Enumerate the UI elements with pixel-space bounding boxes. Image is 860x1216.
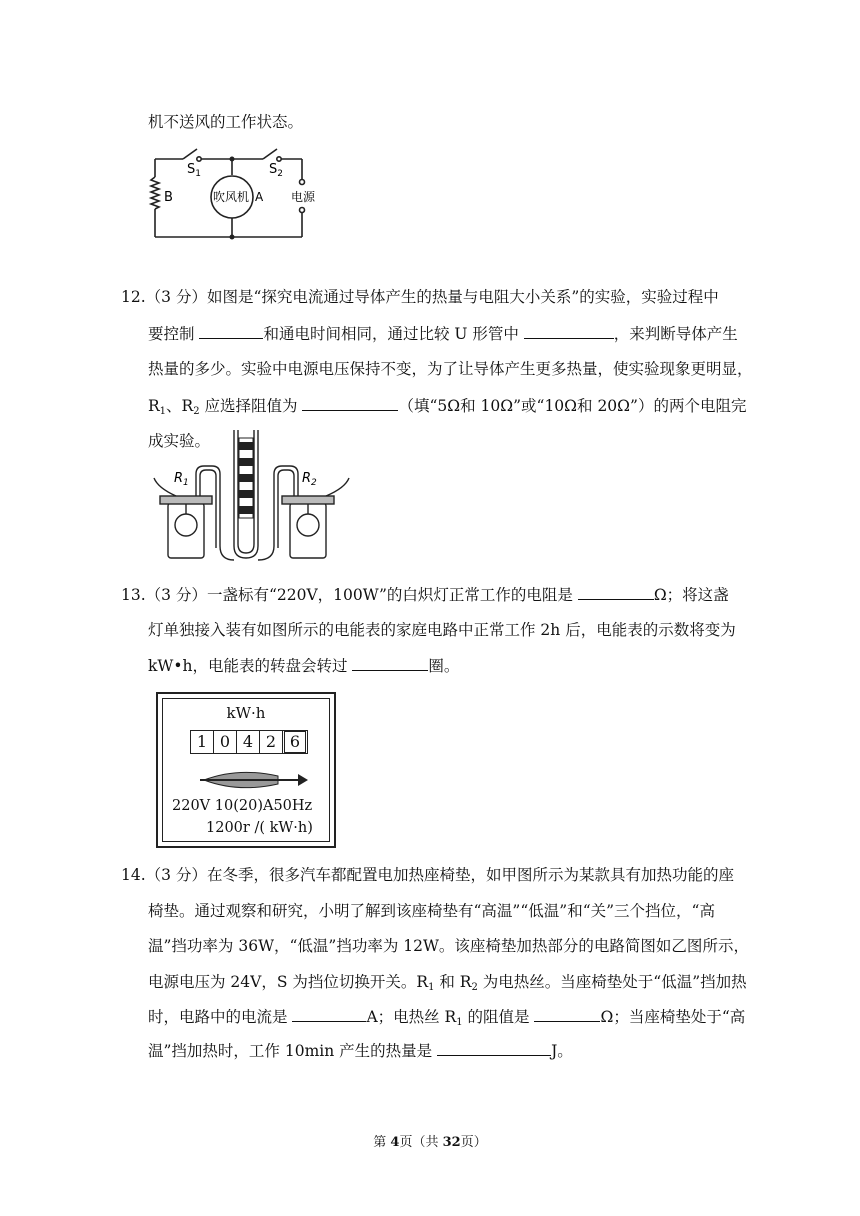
q14-blank-2[interactable] [534, 1006, 600, 1022]
meter-digit: 0 [214, 731, 237, 753]
q14-line2: 椅垫。通过观察和研究，小明了解到该座椅垫有“高温”“低温”和“关”三个挡位，“高 [148, 902, 715, 920]
r2-label: $R_2$ [302, 471, 317, 488]
q14-line1: 14.（3 分）在冬季，很多汽车都配置电加热座椅垫，如甲图所示为某款具有加热功能的座 [121, 866, 734, 884]
current-page: 4 [390, 1135, 400, 1150]
q11-circuit-diagram [145, 143, 335, 243]
q11-tail-text: 机不送风的工作状态。 [148, 113, 304, 131]
q12-line4: $R_1$、$R_2$ 应选择阻值为 （填“5Ω和 10Ω”或“10Ω和 20Ω”）的两个电阻完 [148, 397, 747, 417]
q12-line5: 成实验。 [148, 432, 211, 450]
r1-label: $R_1$ [174, 471, 189, 488]
q12-blank-2[interactable] [524, 323, 614, 339]
q13-line3: kW•h，电能表的转盘会转过 圈。 [148, 657, 460, 675]
meter-digit-decimal: 6 [284, 731, 306, 753]
q14-line6: 温”挡加热时，工作 10min 产生的热量是 J。 [148, 1042, 573, 1060]
q13-blank-1[interactable] [578, 584, 654, 600]
q13-line1: 13.（3 分）一盏标有“220V，100W”的白炽灯正常工作的电阻是 Ω；将这盏 [121, 586, 729, 604]
meter-digit: 1 [191, 731, 214, 753]
q12-line1: 12.（3 分）如图是“探究电流通过导体产生的热量与电阻大小关系”的实验，实验过程中 [121, 288, 719, 306]
b-label: B [164, 190, 173, 205]
q14-number: 14. [121, 866, 146, 884]
q14-blank-3[interactable] [437, 1040, 551, 1056]
meter-unit: kW·h [226, 704, 266, 722]
q14-score: （3 分） [145, 866, 207, 884]
q14-line4: 电源电压为 24V，S 为挡位切换开关。$R_1$ 和 $R_2$ 为电热丝。当座椅垫处于“低温”挡加热 [148, 973, 747, 993]
page-footer: 第 4页（共 32页） [373, 1135, 487, 1150]
meter-digit: 2 [260, 731, 283, 753]
s2-label: $S_2$ [269, 162, 283, 179]
q12-number: 12. [121, 288, 146, 306]
power-label: 电源 [291, 190, 316, 204]
q13-number: 13. [121, 586, 146, 604]
total-pages: 32 [442, 1135, 461, 1150]
meter-digit: 4 [237, 731, 260, 753]
q12-line2: 要控制 和通电时间相同，通过比较 U 形管中 ，来判断导体产生 [148, 325, 738, 343]
meter-spec-2: 1200r /( kW·h) [206, 820, 313, 836]
meter-digits [190, 730, 308, 754]
s1-label: $S_1$ [187, 162, 201, 179]
q14-line3: 温”挡功率为 36W，“低温”挡功率为 12W。该座椅垫加热部分的电路简图如乙图所示， [148, 937, 749, 955]
meter-spec-1: 220V 10(20)A50Hz [172, 798, 313, 814]
q13-score: （3 分） [145, 586, 207, 604]
meter-disc-icon [198, 766, 308, 794]
a-label: A [255, 190, 264, 204]
q14-line5: 时，电路中的电流是 A；电热丝 $R_1$ 的阻值是 Ω；当座椅垫处于“高 [148, 1008, 746, 1028]
q14-blank-1[interactable] [292, 1006, 366, 1022]
q12-score: （3 分） [145, 288, 207, 306]
q13-blank-2[interactable] [352, 655, 428, 671]
q12-blank-3[interactable] [302, 395, 398, 411]
q13-line2: 灯单独接入装有如图所示的电能表的家庭电路中正常工作 2h 后，电能表的示数将变为 [148, 621, 736, 639]
fan-label: 吹风机 [213, 190, 250, 204]
q13-energy-meter [156, 692, 336, 848]
q12-blank-1[interactable] [199, 323, 263, 339]
q12-apparatus-figure [150, 428, 355, 563]
q12-line3: 热量的多少。实验中电源电压保持不变，为了让导体产生更多热量，使实验现象更明显， [148, 360, 753, 378]
